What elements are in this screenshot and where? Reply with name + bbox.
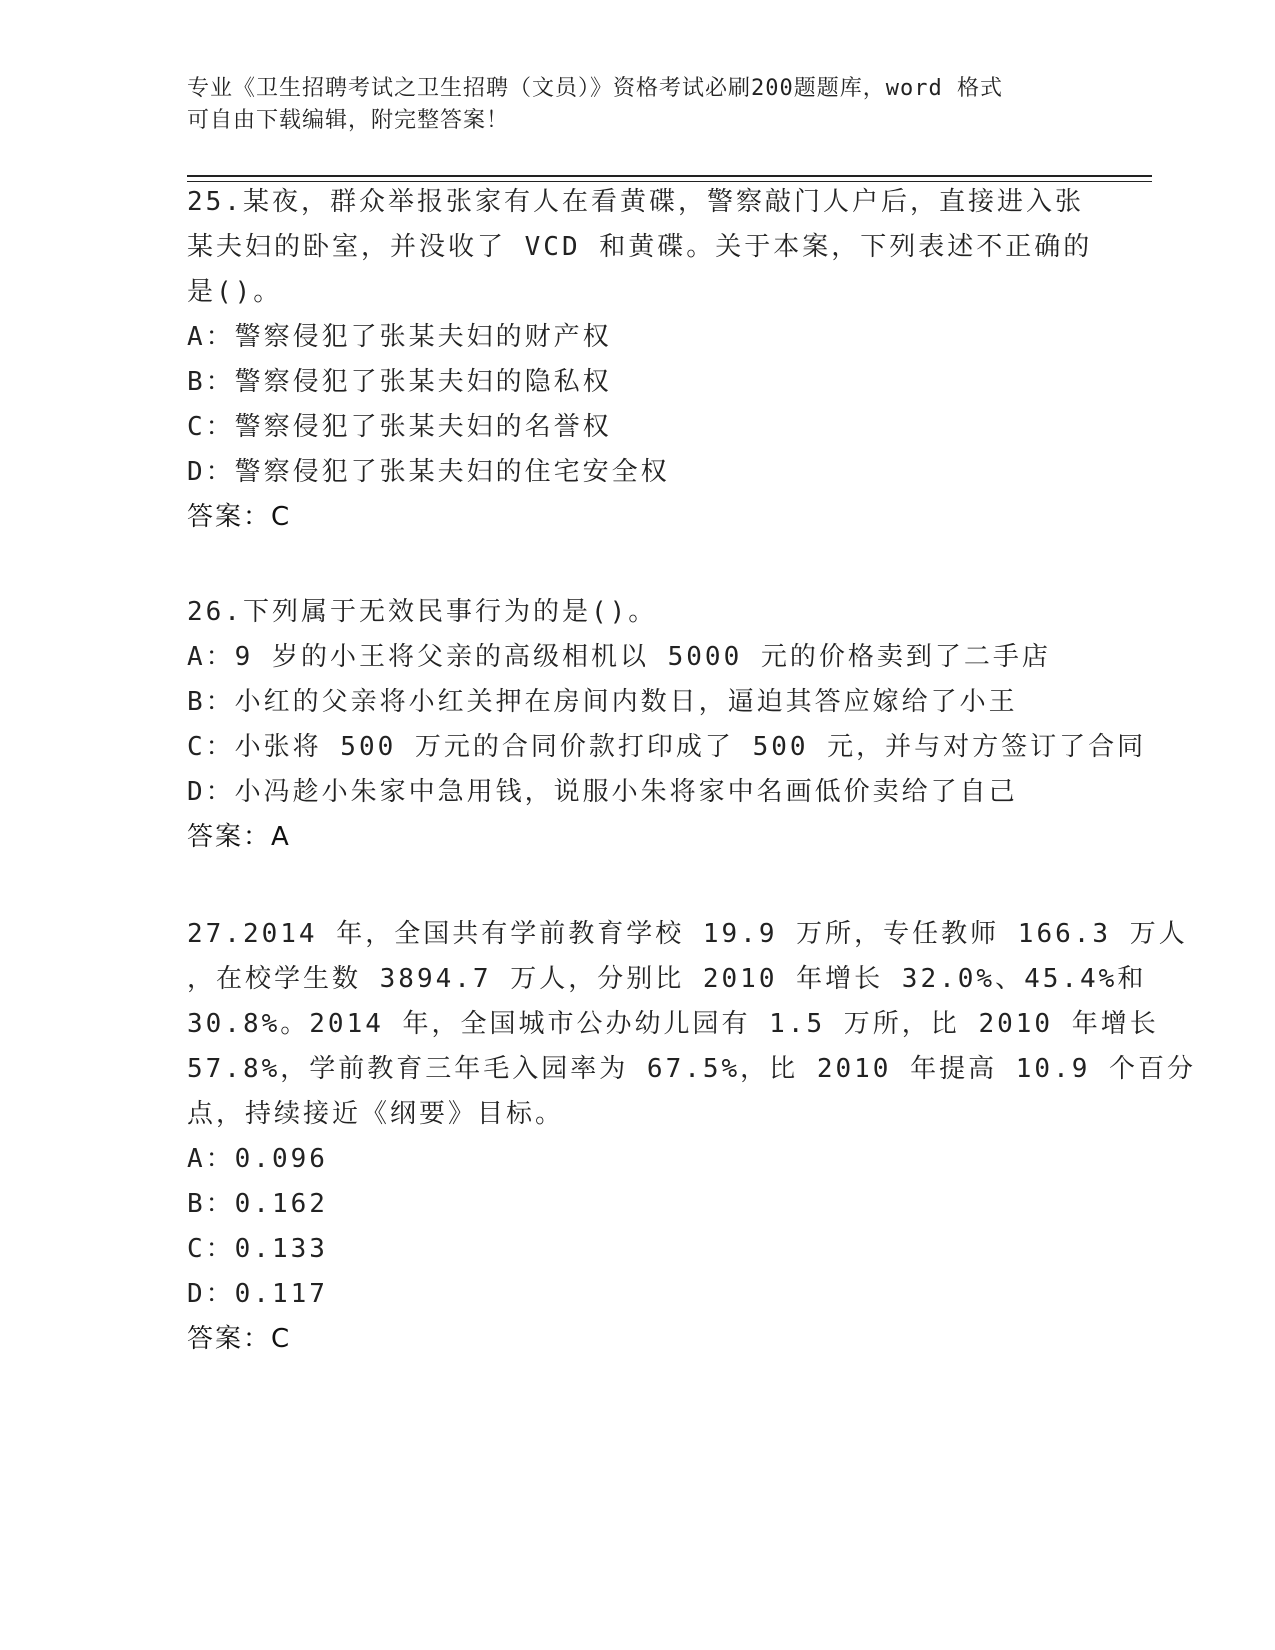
question-stem-line: 25.某夜，群众举报张家有人在看黄碟，警察敲门人户后，直接进入张 — [187, 187, 1084, 217]
question-27 — [187, 912, 1197, 1362]
option-a: A：9 岁的小王将父亲的高级相机以 5000 元的价格卖到了二手店 — [187, 642, 1051, 672]
question-stem-line: 某夫妇的卧室，并没收了 VCD 和黄碟。关于本案，下列表述不正确的 — [187, 232, 1093, 262]
option-b: B：警察侵犯了张某夫妇的隐私权 — [187, 367, 612, 397]
question-stem-line: 是()。 — [187, 277, 283, 307]
option-d: D：0.117 — [187, 1279, 328, 1309]
header-divider-thick — [187, 175, 1152, 177]
option-c: C：0.133 — [187, 1234, 328, 1264]
header-line-2: 可自由下载编辑，附完整答案！ — [187, 108, 510, 133]
answer-text: 答案：A — [187, 822, 291, 852]
option-b: B：0.162 — [187, 1189, 328, 1219]
option-a: A：0.096 — [187, 1144, 328, 1174]
question-stem-line: 30.8%。2014 年，全国城市公办幼儿园有 1.5 万所，比 2010 年增长 — [187, 1009, 1159, 1039]
question-stem-line: 点，持续接近《纲要》目标。 — [187, 1099, 565, 1129]
question-stem-line: 26.下列属于无效民事行为的是()。 — [187, 597, 658, 627]
answer-text: 答案：C — [187, 502, 292, 532]
option-c: C：警察侵犯了张某夫妇的名誉权 — [187, 412, 612, 442]
question-stem-line: 57.8%，学前教育三年毛入园率为 67.5%，比 2010 年提高 10.9 个百分 — [187, 1054, 1197, 1084]
question-stem-line: 27.2014 年，全国共有学前教育学校 19.9 万所，专任教师 166.3 万人 — [187, 919, 1188, 949]
option-c: C：小张将 500 万元的合同价款打印成了 500 元，并与对方签订了合同 — [187, 732, 1147, 762]
question-26 — [187, 590, 1147, 860]
question-25 — [187, 180, 1093, 540]
option-d: D：警察侵犯了张某夫妇的住宅安全权 — [187, 457, 670, 487]
question-stem-line: ，在校学生数 3894.7 万人，分别比 2010 年增长 32.0%、45.4%和 — [187, 964, 1147, 994]
document-header — [187, 73, 1067, 137]
header-line-1: 专业《卫生招聘考试之卫生招聘（文员）》资格考试必刷200题题库，word 格式 — [187, 76, 1003, 101]
option-d: D：小冯趁小朱家中急用钱，说服小朱将家中名画低价卖给了自己 — [187, 777, 1018, 807]
option-a: A：警察侵犯了张某夫妇的财产权 — [187, 322, 612, 352]
answer-text: 答案：C — [187, 1324, 292, 1354]
option-b: B：小红的父亲将小红关押在房间内数日，逼迫其答应嫁给了小王 — [187, 687, 1018, 717]
